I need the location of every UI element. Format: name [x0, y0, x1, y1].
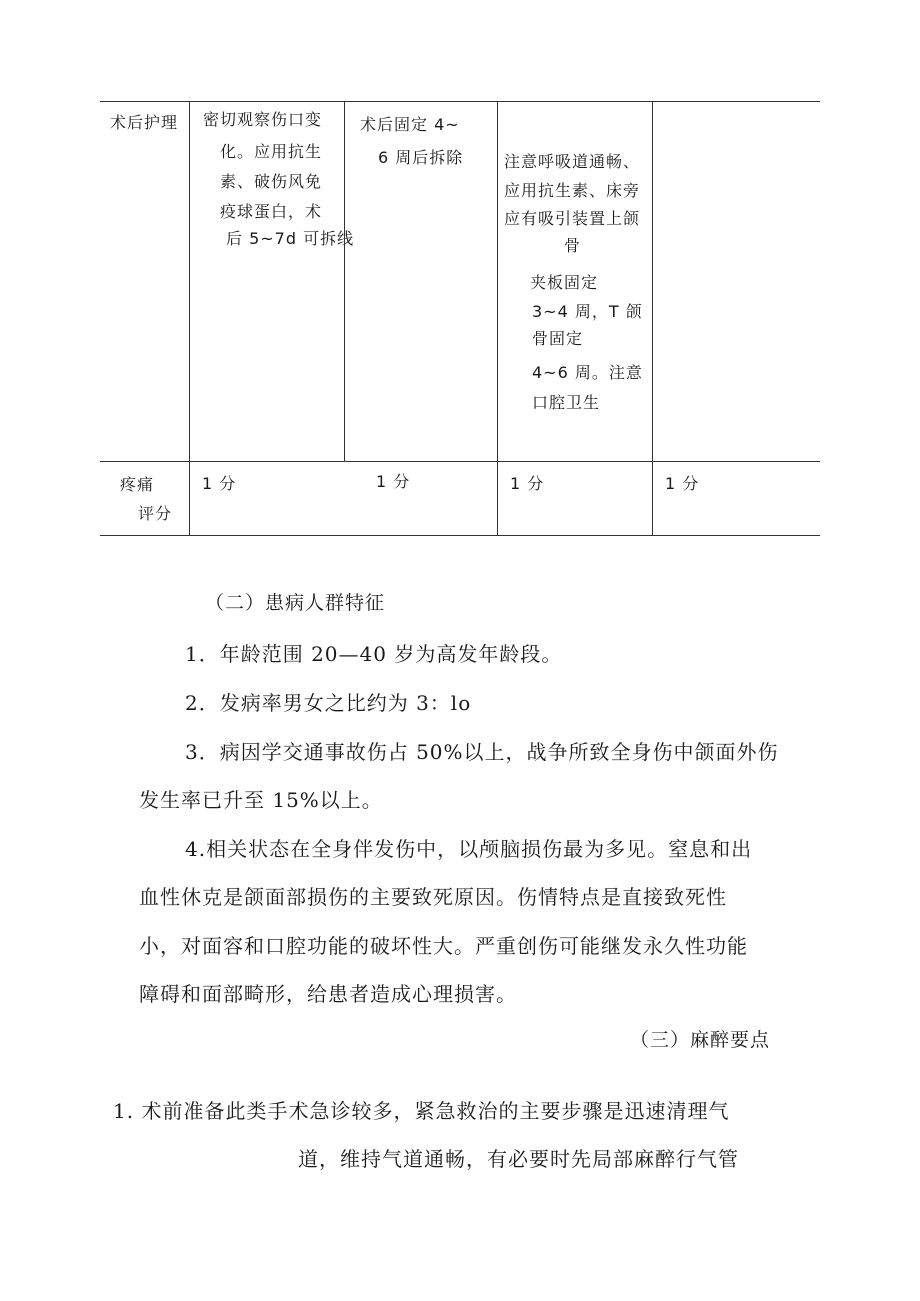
table-col-divider-4 [652, 101, 653, 535]
cell-line: 应有吸引装置上颌 [504, 209, 641, 228]
table-top-border [100, 101, 820, 102]
table-col-divider-1 [189, 101, 190, 535]
cell-row2-col2: 1 分 [376, 472, 411, 491]
list-item: 1. 术前准备此类手术急诊较多，紧急救治的主要步骤是迅速清理气 [113, 1099, 730, 1123]
list-item: 3．病因学交通事故伤占 50%以上，战争所致全身伤中颌面外伤 [185, 740, 779, 764]
cell-line: 后 5~7d 可拆线 [226, 229, 355, 248]
cell-line: 注意呼吸道通畅、 [504, 152, 641, 171]
cell-line: 3~4 周，T 颌 [532, 302, 643, 321]
section-heading: （二）患病人群特征 [205, 592, 386, 614]
cell-line: 6 周后拆除 [378, 148, 464, 167]
cell-line: 应用抗生素、床旁 [504, 181, 641, 200]
cell-line: 骨固定 [532, 329, 584, 348]
cell-line: 素、破伤风免 [220, 172, 323, 191]
row-header-pain-line1: 疼痛 [120, 475, 155, 494]
cell-line: 4~6 周。注意 [532, 363, 643, 382]
cell-row2-col1: 1 分 [202, 474, 237, 493]
cell-line: 化。应用抗生 [220, 142, 323, 161]
cell-line: 密切观察伤口变 [203, 110, 323, 129]
list-item-continuation: 发生率已升至 15%以上。 [139, 788, 383, 812]
list-item: 2．发病率男女之比约为 3：lo [185, 691, 472, 715]
list-item-continuation: 障碍和面部畸形，给患者造成心理损害。 [139, 982, 517, 1006]
list-item-continuation: 小，对面容和口腔功能的破坏性大。严重创伤可能继发永久性功能 [139, 934, 748, 958]
table-col-divider-3 [497, 101, 498, 535]
table-bottom-border [100, 535, 820, 536]
section-heading: （三）麻醉要点 [630, 1029, 771, 1051]
cell-row2-col3: 1 分 [510, 474, 545, 493]
cell-line: 口腔卫生 [532, 393, 601, 412]
cell-row2-col4: 1 分 [665, 474, 700, 493]
cell-line: 疫球蛋白，术 [220, 202, 323, 221]
list-item-continuation: 道，维持气道通畅，有必要时先局部麻醉行气管 [298, 1147, 739, 1171]
cell-line: 骨 [564, 236, 582, 255]
row-header-postop-care: 术后护理 [110, 113, 179, 132]
list-item: 4.相关状态在全身伴发伤中，以颅脑损伤最为多见。窒息和出 [185, 837, 753, 861]
cell-line: 术后固定 4~ [360, 115, 460, 134]
row-header-pain-line2: 评分 [138, 504, 173, 523]
table-row-divider [100, 461, 820, 462]
list-item-continuation: 血性休克是颌面部损伤的主要致死原因。伤情特点是直接致死性 [139, 885, 727, 909]
table-col-divider-2 [344, 101, 345, 461]
list-item: 1．年龄范围 20—40 岁为高发年龄段。 [185, 642, 563, 666]
cell-line: 夹板固定 [530, 273, 599, 292]
